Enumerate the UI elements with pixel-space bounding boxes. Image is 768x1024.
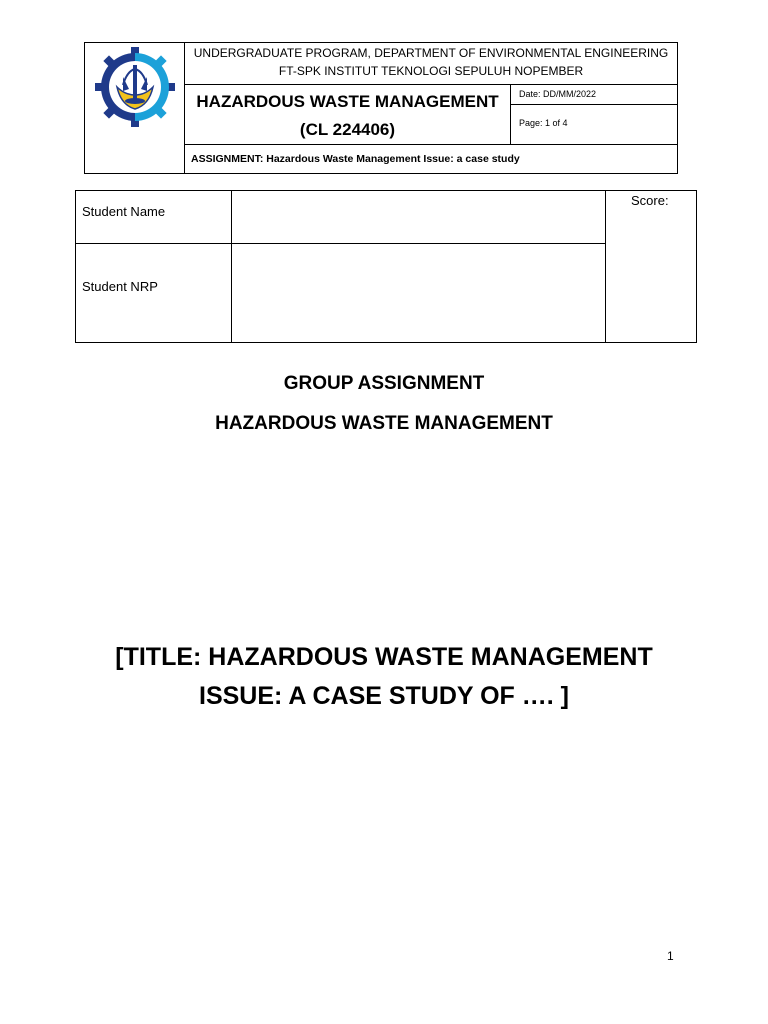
- subject-heading: HAZARDOUS WASTE MANAGEMENT: [215, 413, 553, 434]
- date-field: Date: DD/MM/2022: [511, 85, 677, 105]
- score-label: Score:: [631, 193, 669, 208]
- group-assignment-heading: GROUP ASSIGNMENT: [283, 373, 485, 394]
- student-value-column[interactable]: [232, 191, 606, 342]
- student-nrp-label: Student NRP: [82, 279, 158, 294]
- student-info-table: [75, 190, 697, 343]
- row-divider: [76, 243, 606, 244]
- course-code: (CL 224406): [299, 120, 396, 139]
- title-line-1: [TITLE: HAZARDOUS WASTE MANAGEMENT: [115, 643, 653, 671]
- institution-line-2: FT-SPK INSTITUT TEKNOLOGI SEPULUH NOPEMBER: [278, 64, 584, 78]
- logo-cell: [85, 43, 185, 173]
- assignment-line: ASSIGNMENT: Hazardous Waste Management Issue: a case study: [191, 153, 520, 165]
- student-name-label: Student Name: [82, 204, 166, 219]
- title-line-2: ISSUE: A CASE STUDY OF …. ]: [199, 682, 569, 710]
- institution-block: [185, 43, 677, 85]
- its-logo-icon: [93, 45, 177, 129]
- course-block: [185, 85, 511, 145]
- page-number: 1: [667, 949, 674, 963]
- page-field: Page: 1 of 4: [511, 105, 677, 145]
- document-header: [84, 42, 678, 174]
- institution-line-1: UNDERGRADUATE PROGRAM, DEPARTMENT OF ENVIRONMENTAL ENGINEERING: [193, 46, 669, 60]
- course-title: HAZARDOUS WASTE MANAGEMENT: [196, 92, 499, 111]
